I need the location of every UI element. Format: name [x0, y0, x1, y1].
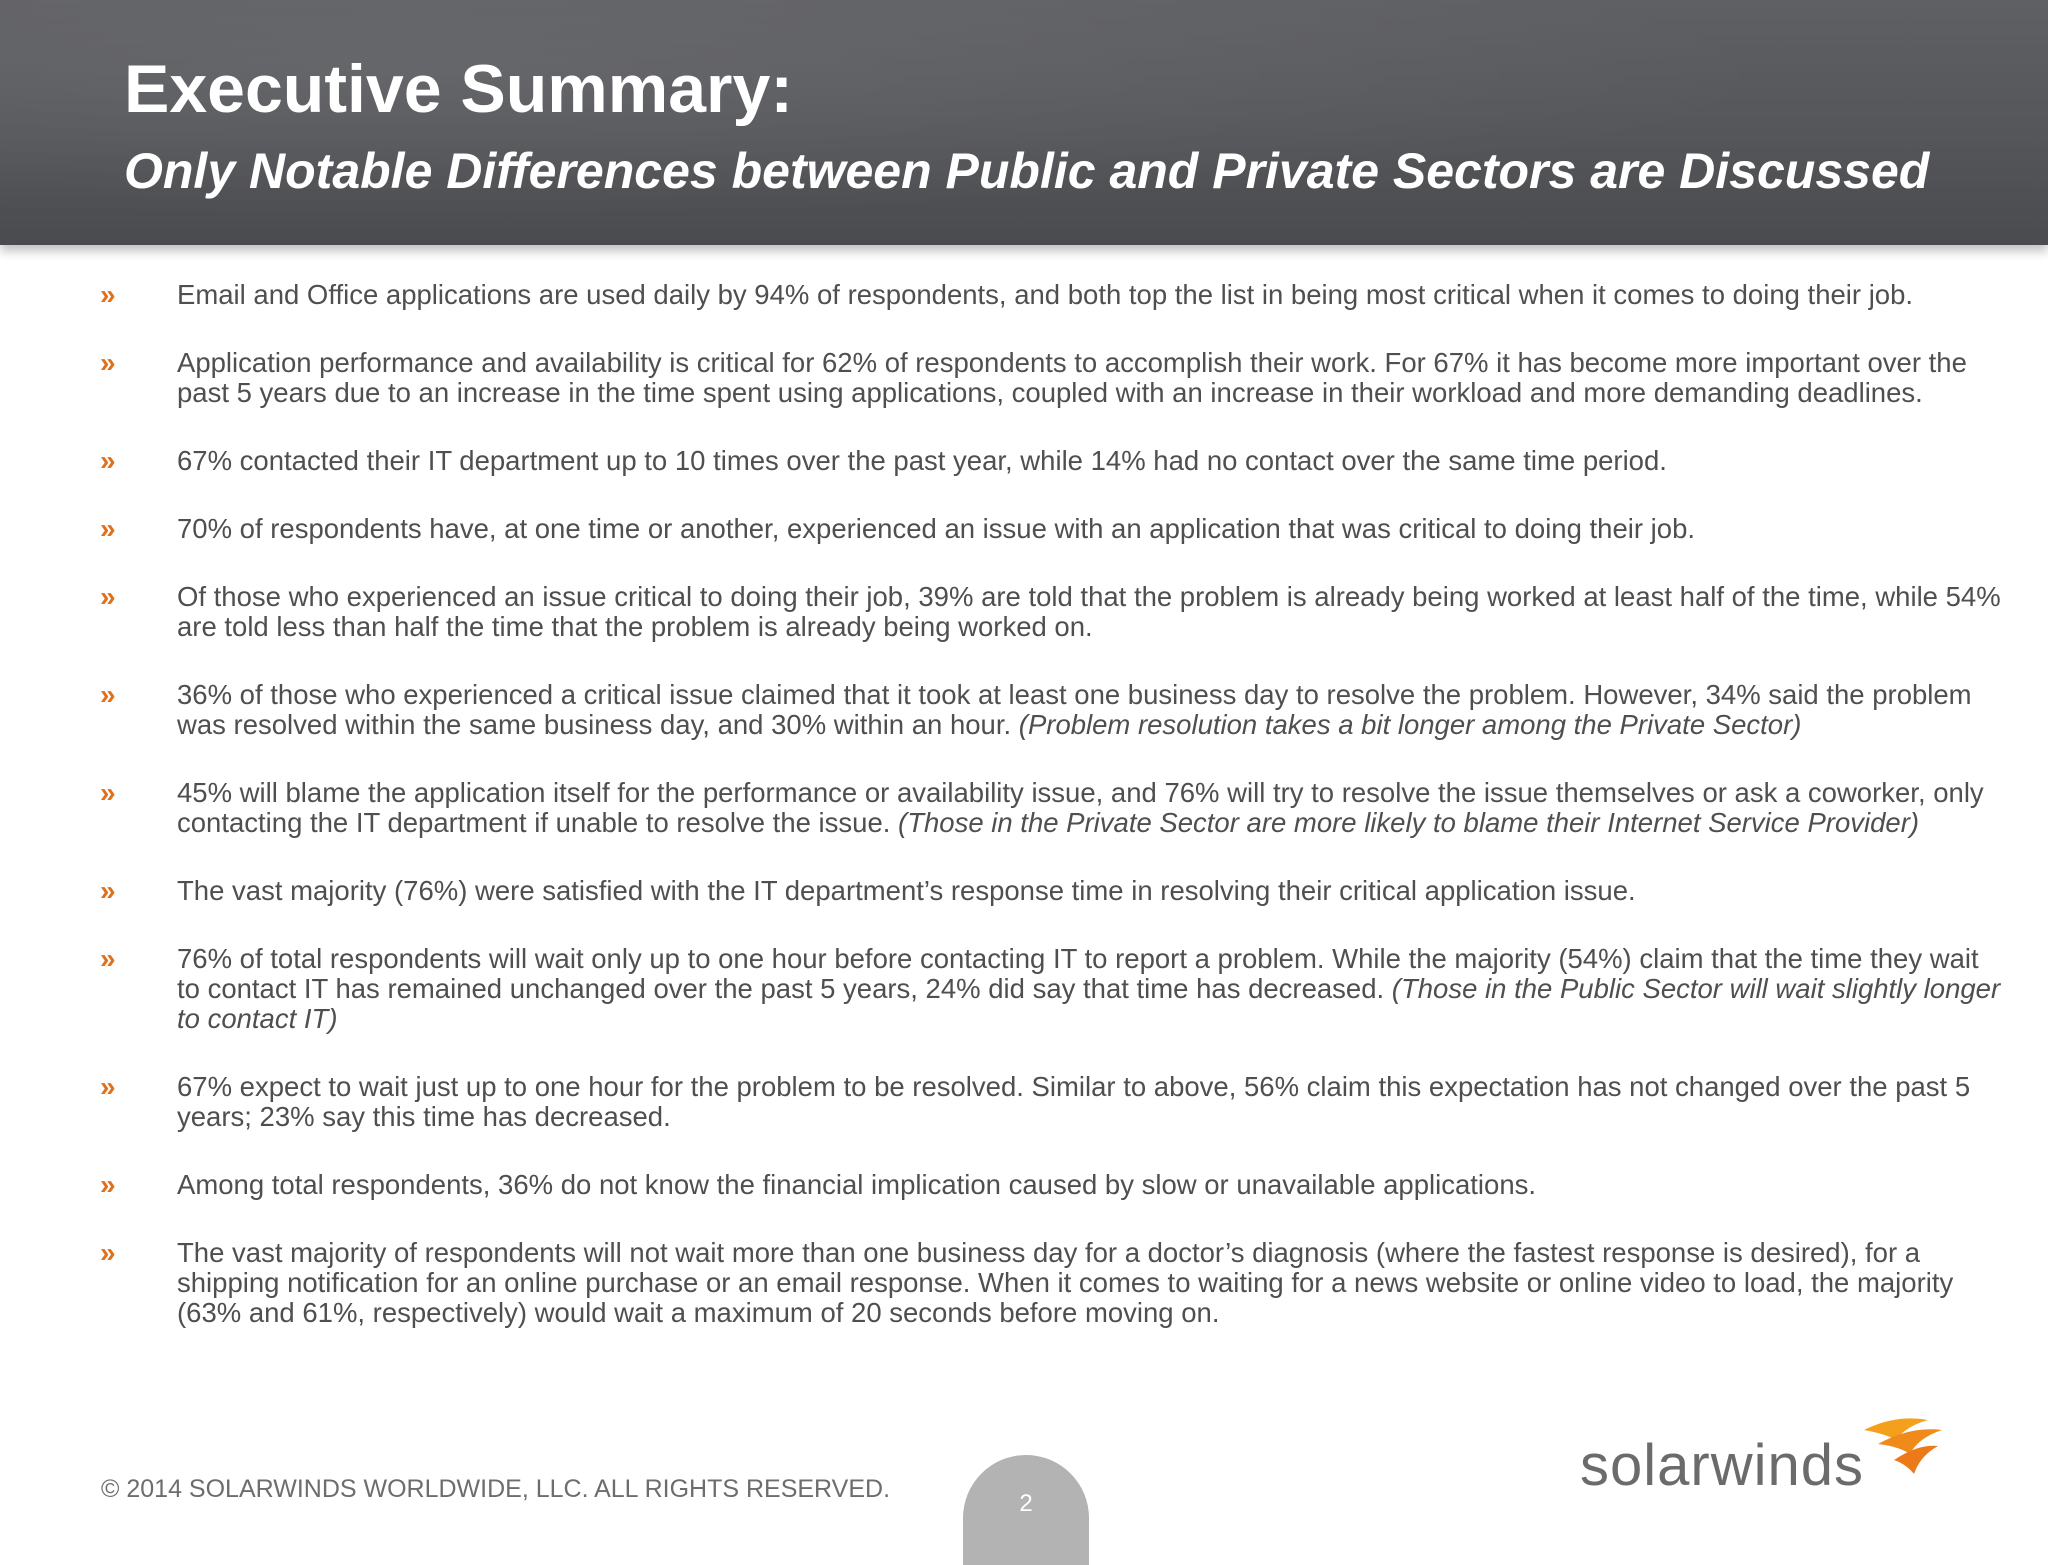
- bullet-marker-icon: »: [100, 279, 116, 310]
- bullet-item: [0, 582, 2048, 642]
- bullet-note: (Those in the Public Sector will wait slightly longer to contact IT): [177, 973, 2001, 1034]
- bullet-text: Among total respondents, 36% do not know the financial implication caused by slow or unavailable applications.: [177, 1169, 1537, 1200]
- bullet-marker-icon: »: [100, 1071, 116, 1102]
- page-number-tab: [963, 1455, 1089, 1565]
- bullet-text: 76% of total respondents will wait only up to one hour before contacting IT to report a problem. While the majority (54%) claim that the time they wait to contact IT has remained unchanged over the past 5 years, 24% did say that time has decreased.: [177, 943, 1979, 1004]
- flame-icon: [1856, 1400, 1956, 1490]
- bullet-marker-icon: »: [100, 1237, 116, 1268]
- bullet-text: 45% will blame the application itself for the performance or availability issue, and 76% will try to resolve the issue themselves or ask a coworker, only contacting the IT department if unable to resolve the issue.: [177, 777, 1984, 838]
- bullet-marker-icon: »: [100, 1169, 116, 1200]
- bullet-item: [0, 1072, 2048, 1132]
- bullet-text: 36% of those who experienced a critical issue claimed that it took at least one business day to resolve the problem. However, 34% said the problem was resolved within the same business day, and 30% within an hour.: [177, 679, 1972, 740]
- page-number: 2: [1019, 1490, 1033, 1517]
- bullet-marker-icon: »: [100, 581, 116, 612]
- bullet-text: 67% expect to wait just up to one hour for the problem to be resolved. Similar to above, 56% claim this expectation has not changed over the past 5 years; 23% say this time has decreased.: [177, 1071, 1971, 1132]
- bullet-text: The vast majority (76%) were satisfied with the IT department’s response time in resolving their critical application issue.: [177, 875, 1636, 906]
- bullet-marker-icon: »: [100, 445, 116, 476]
- bullet-marker-icon: »: [100, 347, 116, 378]
- bullet-item: [0, 680, 2048, 740]
- solarwinds-logo: [1580, 1400, 1980, 1510]
- bullet-text: 70% of respondents have, at one time or another, experienced an issue with an application that was critical to doing their job.: [177, 513, 1696, 544]
- slide-title: Executive Summary:: [124, 51, 793, 127]
- bullet-text: Of those who experienced an issue critical to doing their job, 39% are told that the problem is already being worked at least half of the time, while 54% are told less than half the time that the problem is already being worked on.: [177, 581, 2001, 642]
- bullet-list: [0, 280, 2048, 1366]
- bullet-item: [0, 944, 2048, 1034]
- bullet-text: The vast majority of respondents will not wait more than one business day for a doctor’s diagnosis (where the fastest response is desired), for a shipping notification for an online purchase or an email response. When it comes to waiting for a news website or online video to load, the majority (63% and 61%, respectively) would wait a maximum of 20 seconds before moving on.: [177, 1237, 1954, 1328]
- bullet-item: [0, 280, 2048, 310]
- copyright-text: © 2014 SOLARWINDS WORLDWIDE, LLC. ALL RIGHTS RESERVED.: [101, 1475, 891, 1503]
- bullet-marker-icon: »: [100, 679, 116, 710]
- bullet-text: Application performance and availability is critical for 62% of respondents to accomplish their work. For 67% it has become more important over the past 5 years due to an increase in the time spent using applications, coupled with an increase in their workload and more demanding deadlines.: [177, 347, 1967, 408]
- bullet-marker-icon: »: [100, 875, 116, 906]
- bullet-item: [0, 446, 2048, 476]
- bullet-note: (Those in the Private Sector are more likely to blame their Internet Service Provider): [898, 807, 1920, 838]
- bullet-marker-icon: »: [100, 513, 116, 544]
- bullet-item: [0, 1238, 2048, 1328]
- bullet-note: (Problem resolution takes a bit longer among the Private Sector): [1018, 709, 1802, 740]
- bullet-item: [0, 778, 2048, 838]
- logo-wordmark: solarwinds: [1580, 1433, 1864, 1498]
- bullet-text: 67% contacted their IT department up to 10 times over the past year, while 14% had no contact over the same time period.: [177, 445, 1667, 476]
- slide-header: [0, 0, 2048, 245]
- bullet-item: [0, 1170, 2048, 1200]
- bullet-item: [0, 876, 2048, 906]
- bullet-marker-icon: »: [100, 777, 116, 808]
- bullet-item: [0, 514, 2048, 544]
- bullet-item: [0, 348, 2048, 408]
- bullet-text: Email and Office applications are used daily by 94% of respondents, and both top the list in being most critical when it comes to doing their job.: [177, 279, 1914, 310]
- bullet-marker-icon: »: [100, 943, 116, 974]
- slide-subtitle: Only Notable Differences between Public and Private Sectors are Discussed: [124, 143, 1930, 199]
